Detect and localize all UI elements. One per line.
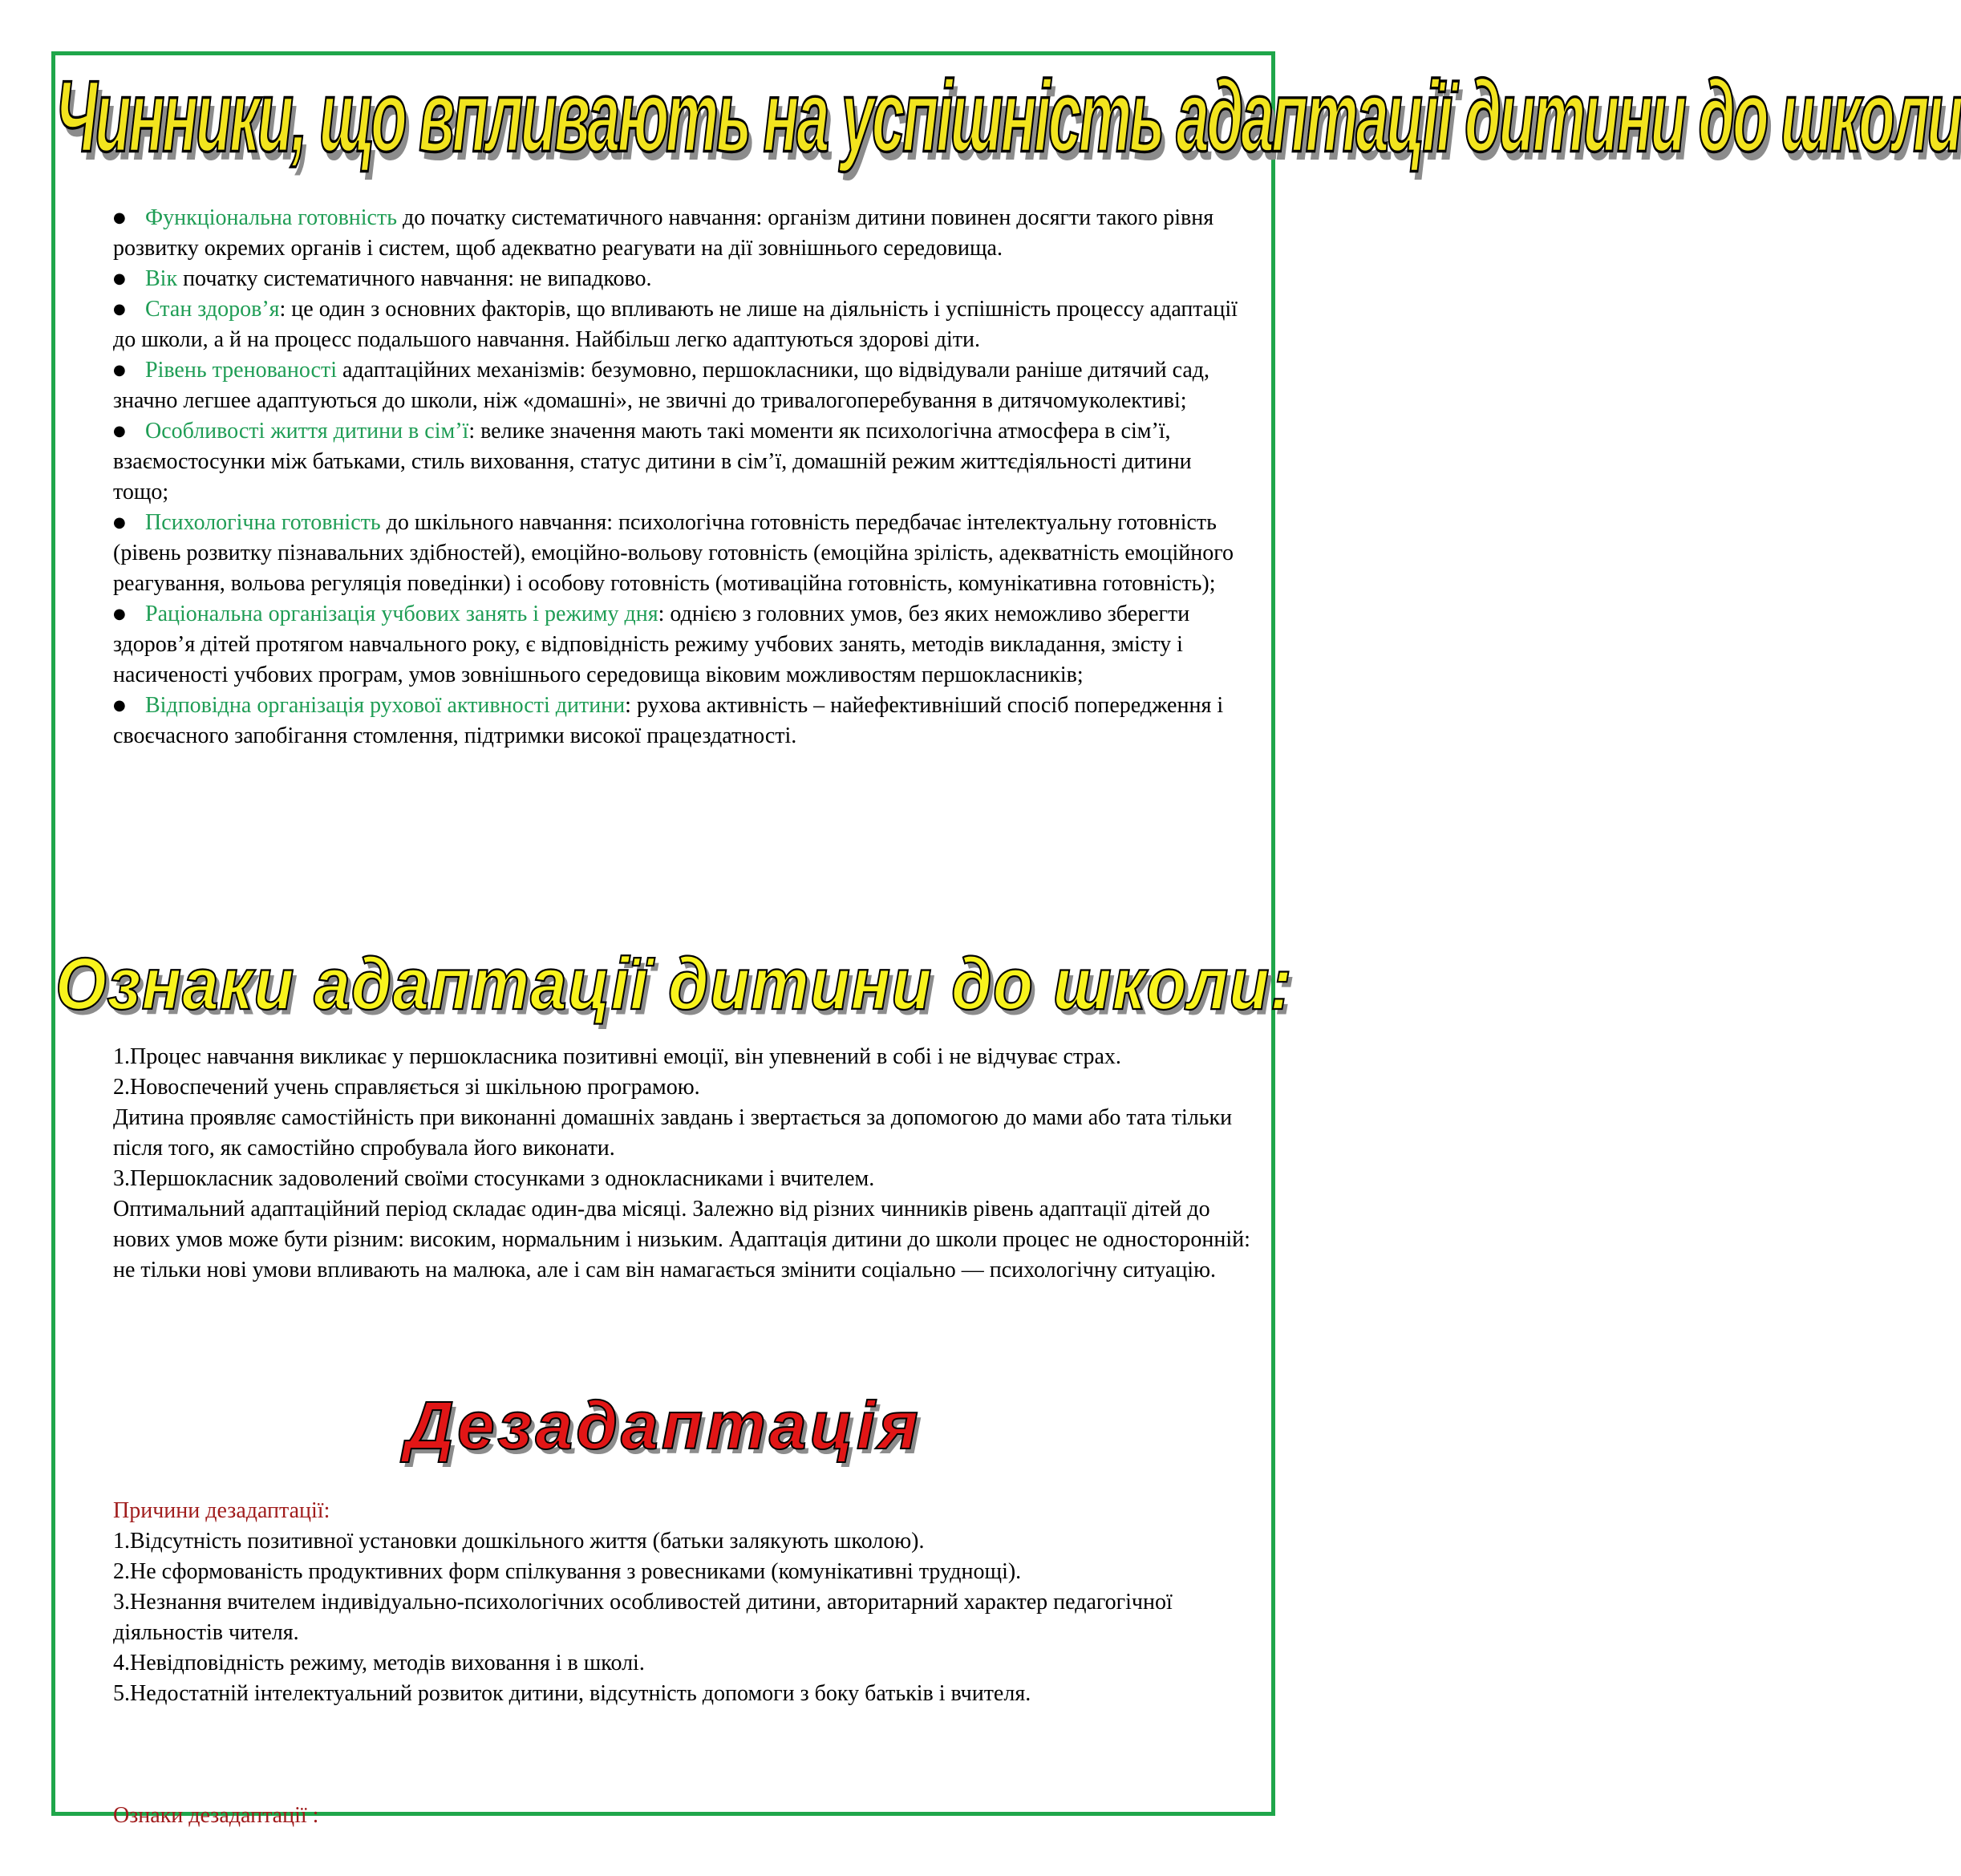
bullet-icon: ● — [113, 514, 126, 531]
list-item — [113, 691, 1252, 752]
adaptation-signs — [113, 1042, 1252, 1286]
item-text: : це один з основних факторів, що впливають не лише на діяльність і успішність процессу адаптації до школи, а й на процесс подальшого навчання. Найбільш легко адаптуються здорові діти. — [113, 297, 1238, 352]
section2-title: Ознаки адаптації дитини до школи: — [55, 943, 1293, 1026]
item-text: до шкільного навчання: психологічна готовність передбачає інтелектуальну готовність (рівень розвитку пізнавальних здібностей), емоційно-вольову готовність (емоційна зрілість, адекватність емоційного реагування, вольова регуляція поведінки) і особову готовність (мотиваційна готовність, комунікативна готовність); — [113, 510, 1234, 596]
page-border — [51, 51, 1961, 1828]
text-line: Оптимальний адаптаційний період складає один-два місяці. Залежно від різних чинників рівень адаптації дітей до нових умов може бути різним: високим, нормальним і низьким. Адаптація дитини до школи процес не односторонній: не тільки нові умови впливають на малюка, але і сам він намагається змінити соціально — психологічну ситуацію. — [113, 1197, 1250, 1282]
list-item — [113, 508, 1252, 599]
text-line: Дитина проявляє самостійність при виконанні домашніх завдань і звертається за допомогою до мами або тата тільки після того, як самостійно спробувала його виконати. — [113, 1105, 1233, 1161]
text-line: 1.Процес навчання викликає у першокласника позитивні емоції, він упевнений в собі і не відчуває страх. — [113, 1044, 1121, 1069]
item-term: Особливості життя дитини в сім’ї — [145, 419, 469, 444]
cause-line: 3.Незнання вчителем індивідуально-психологічних особливостей дитини, авторитарний характер педагогічної діяльностів чителя. — [113, 1590, 1173, 1645]
item-text: : рухова активність – найефективніший спосіб попередження і своєчасного запобігання стомлення, підтримки високої працездатності. — [113, 693, 1224, 748]
bullet-icon: ● — [113, 270, 126, 287]
cause-line: 4.Невідповідність режиму, методів виховання і в школі. — [113, 1651, 645, 1675]
item-term: Рівень тренованості — [145, 358, 337, 383]
cause-line: 1.Відсутність позитивної установки дошкільного життя (батьки залякують школою). — [113, 1529, 925, 1554]
item-text: до початку систематичного навчання: організм дитини повинен досягти такого рівня розвитку окремих органів і систем, щоб адекватно реагувати на дії зовнішнього середовища. — [113, 205, 1214, 261]
list-item — [113, 416, 1252, 508]
bullet-icon: ● — [113, 301, 126, 318]
item-text: адаптаційних механізмів: безумовно, першокласники, що відвідували раніше дитячий сад, значно легшее адаптуються до школи, ніж «домашні», не звичні до тривалогоперебування в дитячомуколективі; — [113, 358, 1210, 413]
bullet-icon: ● — [113, 362, 126, 379]
cause-line: 2.Не сформованість продуктивних форм спілкування з ровесниками (комунікативні труднощі). — [113, 1559, 1022, 1584]
item-term: Раціональна організація учбових занять і режиму дня — [145, 602, 658, 626]
item-term: Стан здоров’я — [145, 297, 280, 322]
list-item — [113, 355, 1252, 416]
text-line: 3.Першокласник задоволений своїми стосунками з однокласниками і вчителем. — [113, 1166, 875, 1191]
signs-heading: Ознаки дезадаптації : — [113, 1803, 319, 1828]
item-text: : однією з головних умов, без яких неможливо зберегти здоров’я дітей протягом навчального року, є відповідність режиму учбових занять, методів викладання, змісту і насиченості учбових програм, умов зовнішнього середовища віковим можливостям першокласників; — [113, 602, 1190, 687]
list-item — [113, 599, 1252, 691]
section3-title: Дезадаптація — [405, 1388, 922, 1463]
maladaptation-signs — [113, 1801, 1252, 1831]
factors-list — [113, 203, 1252, 752]
cause-line: 5.Недостатній інтелектуальний розвиток дитини, відсутність допомоги з боку батьків і вчителя. — [113, 1681, 1031, 1706]
bullet-icon: ● — [113, 697, 126, 714]
text-line: 2.Новоспечений учень справляється зі шкільною програмою. — [113, 1075, 700, 1100]
section1-title: Чинники, що впливають на успішність адаптації дитини до школи — [55, 59, 1961, 173]
maladaptation-causes — [113, 1496, 1252, 1709]
bullet-icon: ● — [113, 423, 126, 440]
item-term: Функціональна готовність — [145, 205, 397, 230]
list-item — [113, 294, 1252, 355]
item-text: : велике значення мають такі моменти як психологічна атмосфера в сім’ї, взаємостосунки між батьками, стиль виховання, статус дитини в сім’ї, домашній режим життєдіяльності дитини тощо; — [113, 419, 1192, 504]
bullet-icon: ● — [113, 606, 126, 622]
list-item — [113, 264, 1252, 294]
bullet-icon: ● — [113, 209, 126, 226]
list-item — [113, 203, 1252, 264]
causes-heading: Причини дезадаптації: — [113, 1498, 330, 1523]
item-term: Вік — [145, 266, 178, 291]
item-term: Відповідна організація рухової активності дитини — [145, 693, 626, 718]
item-term: Психологічна готовність — [145, 510, 381, 535]
item-text: початку систематичного навчання: не випадково. — [177, 266, 652, 291]
